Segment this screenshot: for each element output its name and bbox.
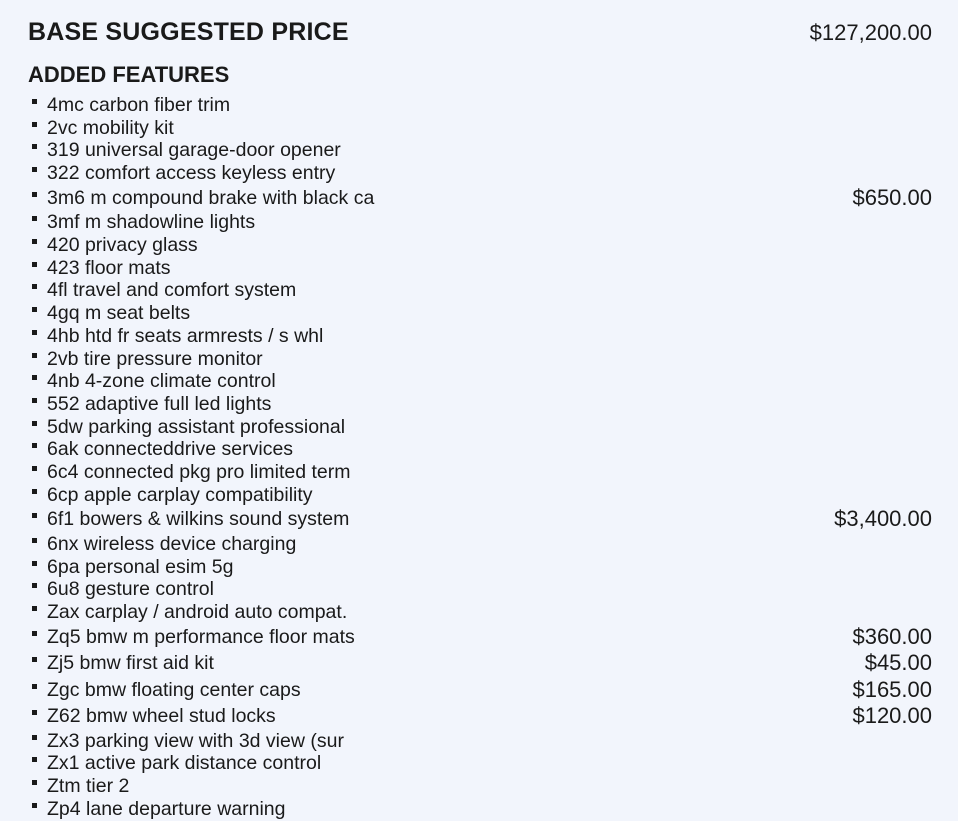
feature-name: 322 comfort access keyless entry: [47, 162, 336, 185]
feature-name: Zp4 lane departure warning: [47, 797, 286, 820]
feature-name: Z62 bmw wheel stud locks: [47, 705, 276, 728]
feature-row: [32, 234, 932, 257]
feature-row: [32, 730, 932, 753]
feature-item: [32, 578, 214, 601]
feature-name: Zx3 parking view with 3d view (sur: [47, 729, 344, 752]
feature-row: [32, 601, 932, 624]
feature-item: [32, 234, 198, 257]
square-bullet-icon: [32, 99, 37, 104]
feature-name: 4gq m seat belts: [47, 302, 191, 325]
feature-row: [32, 484, 932, 507]
feature-row: [32, 302, 932, 325]
feature-row: [32, 325, 932, 348]
feature-name: 2vb tire pressure monitor: [47, 347, 263, 370]
feature-row: [32, 703, 932, 730]
feature-row: [32, 162, 932, 185]
feature-item: [32, 775, 129, 798]
feature-name: 3mf m shadowline lights: [47, 211, 256, 234]
square-bullet-icon: [32, 538, 37, 543]
feature-item: [32, 348, 263, 371]
feature-name: 319 universal garage-door opener: [47, 139, 341, 162]
square-bullet-icon: [32, 561, 37, 566]
feature-price: $3,400.00: [834, 506, 932, 532]
square-bullet-icon: [32, 684, 37, 689]
square-bullet-icon: [32, 780, 37, 785]
feature-price: $45.00: [864, 650, 932, 676]
square-bullet-icon: [32, 144, 37, 149]
feature-name: 552 adaptive full led lights: [47, 392, 272, 415]
feature-item: [32, 185, 374, 212]
square-bullet-icon: [32, 284, 37, 289]
feature-item: [32, 533, 296, 556]
square-bullet-icon: [32, 216, 37, 221]
feature-name: 4nb 4-zone climate control: [47, 370, 276, 393]
feature-item: [32, 650, 214, 677]
square-bullet-icon: [32, 710, 37, 715]
square-bullet-icon: [32, 657, 37, 662]
feature-row: [32, 775, 932, 798]
feature-name: 6ak connecteddrive services: [47, 438, 294, 461]
feature-name: 4mc carbon fiber trim: [47, 94, 231, 116]
feature-name: Ztm tier 2: [47, 775, 130, 798]
feature-row: [32, 752, 932, 775]
square-bullet-icon: [32, 239, 37, 244]
feature-name: Zq5 bmw m performance floor mats: [47, 625, 355, 648]
feature-name: 6u8 gesture control: [47, 578, 214, 601]
feature-item: [32, 484, 313, 507]
feature-name: 420 privacy glass: [47, 234, 198, 257]
feature-item: [32, 677, 301, 704]
feature-name: Zx1 active park distance control: [47, 752, 322, 775]
feature-name: 6c4 connected pkg pro limited term: [47, 461, 351, 484]
feature-row: [32, 578, 932, 601]
square-bullet-icon: [32, 513, 37, 518]
feature-item: [32, 117, 174, 140]
square-bullet-icon: [32, 803, 37, 808]
feature-list: [32, 94, 932, 821]
feature-name: 4fl travel and comfort system: [47, 279, 297, 302]
square-bullet-icon: [32, 353, 37, 358]
feature-row: [32, 624, 932, 651]
feature-name: Zgc bmw floating center caps: [47, 678, 301, 701]
feature-name: 6cp apple carplay compatibility: [47, 483, 313, 506]
feature-name: Zax carplay / android auto compat.: [47, 601, 348, 624]
feature-item: [32, 139, 341, 162]
feature-row: [32, 506, 932, 533]
feature-item: [32, 752, 321, 775]
feature-row: [32, 279, 932, 302]
feature-price: $165.00: [852, 676, 932, 702]
feature-name: 2vc mobility kit: [47, 116, 174, 139]
feature-row: [32, 461, 932, 484]
square-bullet-icon: [32, 167, 37, 172]
feature-item: [32, 257, 171, 280]
feature-name: 6nx wireless device charging: [47, 532, 297, 555]
feature-item: [32, 279, 296, 302]
feature-row: [32, 650, 932, 677]
feature-item: [32, 798, 286, 821]
feature-name: 5dw parking assistant professional: [47, 415, 346, 438]
square-bullet-icon: [32, 757, 37, 762]
feature-item: [32, 624, 355, 651]
feature-row: [32, 393, 932, 416]
feature-item: [32, 370, 276, 393]
feature-row: [32, 677, 932, 704]
feature-row: [32, 798, 932, 821]
square-bullet-icon: [32, 122, 37, 127]
feature-row: [32, 94, 932, 117]
feature-row: [32, 416, 932, 439]
square-bullet-icon: [32, 330, 37, 335]
feature-price: $650.00: [852, 184, 932, 210]
square-bullet-icon: [32, 421, 37, 426]
feature-row: [32, 370, 932, 393]
feature-price: $120.00: [852, 703, 932, 729]
feature-row: [32, 257, 932, 280]
feature-item: [32, 416, 345, 439]
feature-item: [32, 393, 271, 416]
feature-name: Zj5 bmw first aid kit: [47, 652, 214, 675]
feature-row: [32, 438, 932, 461]
feature-name: 6pa personal esim 5g: [47, 555, 234, 578]
base-price-value: $127,200.00: [809, 20, 932, 45]
feature-item: [32, 506, 349, 533]
square-bullet-icon: [32, 262, 37, 267]
square-bullet-icon: [32, 606, 37, 611]
square-bullet-icon: [32, 466, 37, 471]
square-bullet-icon: [32, 443, 37, 448]
square-bullet-icon: [32, 398, 37, 403]
feature-item: [32, 325, 323, 348]
feature-item: [32, 94, 230, 117]
feature-row: [32, 117, 932, 140]
feature-row: [32, 185, 932, 212]
feature-name: 3m6 m compound brake with black ca: [47, 186, 375, 209]
feature-item: [32, 211, 255, 234]
feature-name: 423 floor mats: [47, 256, 171, 279]
feature-name: 6f1 bowers & wilkins sound system: [47, 508, 350, 531]
square-bullet-icon: [32, 583, 37, 588]
feature-price: $360.00: [852, 623, 932, 649]
square-bullet-icon: [32, 735, 37, 740]
feature-item: [32, 556, 233, 579]
feature-item: [32, 302, 190, 325]
feature-item: [32, 601, 347, 624]
base-price-row: [28, 18, 932, 47]
added-features-heading: ADDED FEATURES: [28, 62, 230, 87]
feature-name: 4hb htd fr seats armrests / s whl: [47, 324, 324, 347]
square-bullet-icon: [32, 489, 37, 494]
square-bullet-icon: [32, 375, 37, 380]
feature-item: [32, 162, 335, 185]
square-bullet-icon: [32, 192, 37, 197]
base-price-label: BASE SUGGESTED PRICE: [28, 18, 349, 46]
feature-row: [32, 556, 932, 579]
feature-item: [32, 438, 293, 461]
feature-item: [32, 703, 276, 730]
feature-row: [32, 348, 932, 371]
square-bullet-icon: [32, 631, 37, 636]
feature-row: [32, 533, 932, 556]
feature-row: [32, 139, 932, 162]
feature-row: [32, 211, 932, 234]
square-bullet-icon: [32, 307, 37, 312]
feature-item: [32, 461, 351, 484]
feature-item: [32, 730, 344, 753]
